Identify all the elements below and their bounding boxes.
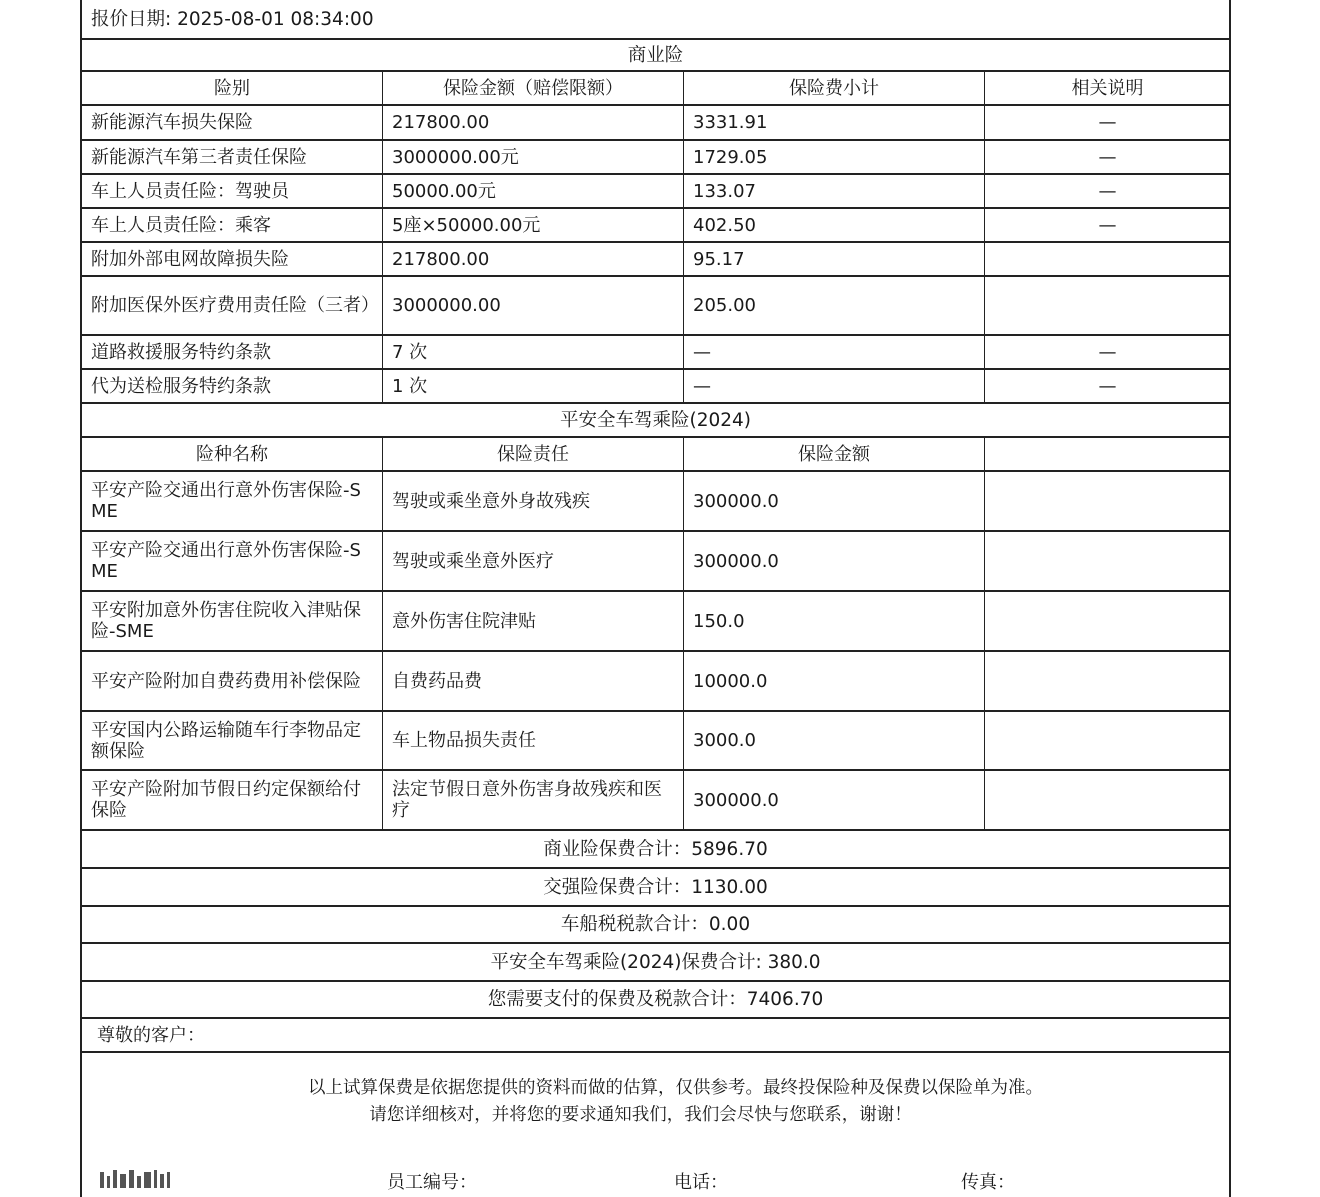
commercial-title-row bbox=[82, 40, 1229, 72]
product-name: 平安产险交通出行意外伤害保险-SME bbox=[82, 472, 383, 530]
col-header-liability: 保险责任 bbox=[383, 438, 684, 470]
coverage-note: — bbox=[1098, 341, 1117, 363]
sum-insured: 150.0 bbox=[684, 592, 985, 650]
coverage-amount: 1 次 bbox=[383, 370, 684, 402]
col-header-product: 险种名称 bbox=[82, 438, 383, 470]
coverage-amount: 5座×50000.00元 bbox=[383, 209, 684, 241]
pingan-header-row bbox=[82, 438, 1229, 472]
coverage-name: 新能源汽车第三者责任保险 bbox=[82, 141, 383, 173]
sum-insured: 3000.0 bbox=[684, 712, 985, 769]
commercial-total: 商业险保费合计：5896.70 bbox=[543, 838, 768, 860]
liability: 法定节假日意外伤害身故残疾和医疗 bbox=[383, 771, 684, 829]
table-row bbox=[82, 209, 1229, 243]
greeting-row bbox=[82, 1019, 1229, 1053]
sum-insured: 300000.0 bbox=[684, 771, 985, 829]
coverage-name: 车上人员责任险：乘客 bbox=[82, 209, 383, 241]
coverage-amount: 217800.00 bbox=[383, 106, 684, 139]
coverage-amount: 7 次 bbox=[383, 336, 684, 368]
extra bbox=[985, 532, 1230, 590]
col-header-notes: 相关说明 bbox=[1071, 77, 1144, 99]
coverage-name: 道路救援服务特约条款 bbox=[82, 336, 383, 368]
col-header-amount: 保险金额（赔偿限额） bbox=[383, 72, 684, 104]
grand-total: 您需要支付的保费及税款合计：7406.70 bbox=[487, 989, 824, 1010]
table-row bbox=[82, 277, 1229, 336]
liability: 驾驶或乘坐意外身故残疾 bbox=[383, 472, 684, 530]
total-row bbox=[82, 944, 1229, 982]
pingan-total: 平安全车驾乘险(2024)保费合计: 380.0 bbox=[490, 951, 821, 973]
coverage-premium: 1729.05 bbox=[684, 141, 985, 173]
fax-label: 传真： bbox=[961, 1172, 1015, 1193]
sum-insured: 300000.0 bbox=[684, 532, 985, 590]
coverage-note bbox=[985, 243, 1230, 275]
product-name: 平安产险附加节假日约定保额给付保险 bbox=[82, 771, 383, 829]
product-name: 平安附加意外伤害住院收入津贴保险-SME bbox=[82, 592, 383, 650]
coverage-note: — bbox=[1098, 214, 1117, 236]
product-name: 平安产险附加自费药费用补偿保险 bbox=[82, 652, 383, 710]
total-row bbox=[82, 831, 1229, 869]
extra bbox=[985, 771, 1230, 829]
vessel-tax-total: 车船税税款合计：0.00 bbox=[560, 914, 751, 935]
redacted-name-mark bbox=[100, 1170, 170, 1188]
table-row bbox=[82, 652, 1229, 712]
quote-date: 报价日期: 2025-08-01 08:34:00 bbox=[91, 8, 374, 30]
product-name: 平安产险交通出行意外伤害保险-SME bbox=[82, 532, 383, 590]
coverage-name: 附加医保外医疗费用责任险（三者） bbox=[82, 277, 383, 334]
coverage-note: — bbox=[1098, 146, 1117, 168]
coverage-amount: 50000.00元 bbox=[383, 175, 684, 207]
table-row bbox=[82, 592, 1229, 652]
col-header-sum-insured: 保险金额 bbox=[684, 438, 985, 470]
liability: 驾驶或乘坐意外医疗 bbox=[383, 532, 684, 590]
notice-line-1: 以上试算保费是依据您提供的资料而做的估算，仅供参考。最终投保险种及保费以保险单为准。 bbox=[308, 1078, 1043, 1098]
extra bbox=[985, 592, 1230, 650]
coverage-name: 新能源汽车损失保险 bbox=[82, 106, 383, 139]
table-row bbox=[82, 141, 1229, 175]
table-row bbox=[82, 243, 1229, 277]
coverage-note: — bbox=[1098, 375, 1117, 397]
greeting: 尊敬的客户： bbox=[97, 1024, 205, 1046]
product-name: 平安国内公路运输随车行李物品定额保险 bbox=[82, 712, 383, 769]
compulsory-total: 交强险保费合计：1130.00 bbox=[543, 876, 768, 898]
sum-insured: 10000.0 bbox=[684, 652, 985, 710]
coverage-premium: 95.17 bbox=[684, 243, 985, 275]
coverage-amount: 217800.00 bbox=[383, 243, 684, 275]
commercial-header-row bbox=[82, 72, 1229, 106]
notice-line-2: 请您详细核对，并将您的要求通知我们，我们会尽快与您联系，谢谢！ bbox=[369, 1105, 912, 1125]
table-row bbox=[82, 106, 1229, 141]
extra bbox=[985, 652, 1230, 710]
coverage-name: 附加外部电网故障损失险 bbox=[82, 243, 383, 275]
extra bbox=[985, 712, 1230, 769]
table-row bbox=[82, 712, 1229, 771]
coverage-amount: 3000000.00元 bbox=[383, 141, 684, 173]
coverage-note: — bbox=[1098, 180, 1117, 202]
table-row bbox=[82, 175, 1229, 209]
table-row bbox=[82, 532, 1229, 592]
col-header-premium: 保险费小计 bbox=[684, 72, 985, 104]
coverage-premium: 205.00 bbox=[684, 277, 985, 334]
total-row bbox=[82, 982, 1229, 1019]
liability: 车上物品损失责任 bbox=[383, 712, 684, 769]
coverage-note: — bbox=[1098, 112, 1117, 133]
table-row bbox=[82, 370, 1229, 404]
pingan-title: 平安全车驾乘险(2024) bbox=[559, 409, 752, 431]
commercial-title: 商业险 bbox=[627, 44, 684, 66]
staff-id-label: 员工编号： bbox=[387, 1172, 477, 1193]
table-row bbox=[82, 336, 1229, 370]
extra bbox=[985, 472, 1230, 530]
col-header-empty bbox=[985, 438, 1230, 470]
coverage-note bbox=[985, 277, 1230, 334]
total-row bbox=[82, 907, 1229, 944]
phone-label: 电话： bbox=[674, 1172, 728, 1193]
coverage-premium: 402.50 bbox=[684, 209, 985, 241]
col-header-type: 险别 bbox=[82, 72, 383, 104]
quote-date-row bbox=[82, 0, 1229, 40]
coverage-premium: — bbox=[684, 336, 985, 368]
liability: 自费药品费 bbox=[383, 652, 684, 710]
coverage-amount: 3000000.00 bbox=[383, 277, 684, 334]
table-row bbox=[82, 472, 1229, 532]
coverage-premium: 3331.91 bbox=[684, 106, 985, 139]
pingan-title-row bbox=[82, 404, 1229, 438]
table-row bbox=[82, 771, 1229, 831]
coverage-premium: 133.07 bbox=[684, 175, 985, 207]
liability: 意外伤害住院津贴 bbox=[383, 592, 684, 650]
coverage-name: 车上人员责任险：驾驶员 bbox=[82, 175, 383, 207]
sum-insured: 300000.0 bbox=[684, 472, 985, 530]
coverage-name: 代为送检服务特约条款 bbox=[82, 370, 383, 402]
quote-sheet bbox=[80, 0, 1231, 1197]
total-row bbox=[82, 869, 1229, 907]
coverage-premium: — bbox=[684, 370, 985, 402]
